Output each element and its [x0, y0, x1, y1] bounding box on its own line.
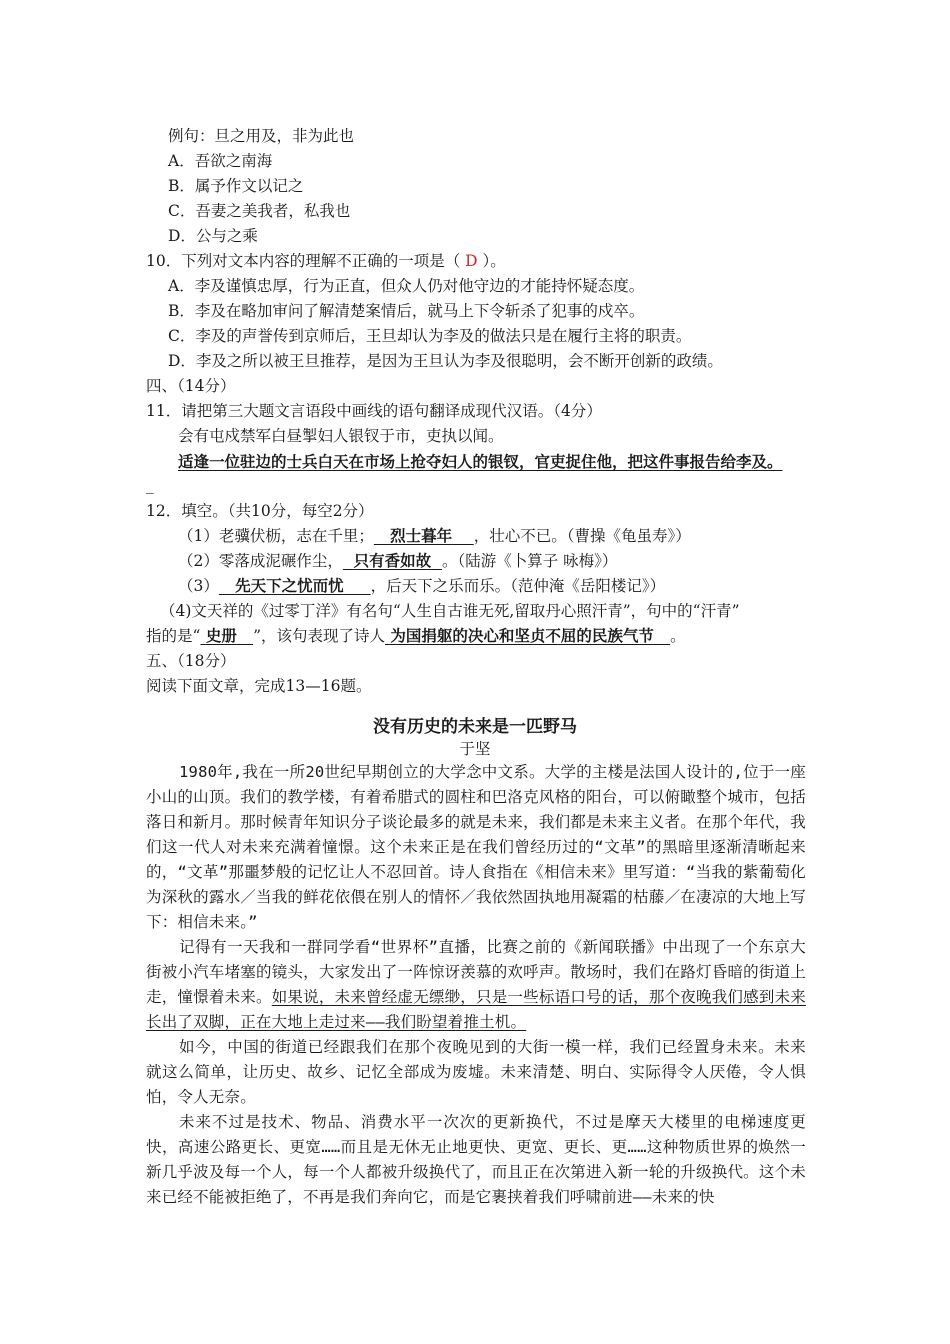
q12-l3-text: （3）: [178, 577, 219, 595]
q10-stem: [146, 250, 506, 272]
q12-l3-answer: [219, 576, 371, 595]
q10-stem-text: 10．下列对文本内容的理解不正确的一项是（: [146, 252, 466, 270]
q10-stem-end: ）。: [477, 252, 506, 270]
q12-l2-answer: [343, 551, 442, 570]
q12-l3-answer-text: 先天下之忧而忧: [235, 576, 344, 595]
q12-line-4: （4)文天祥的《过零丁洋》有名句“人生自古谁无死,留取丹心照汗青”，句中的“汗青”: [160, 602, 740, 620]
q10-option-a: A．李及谨慎忠厚，行为正直，但众人仍对他守边的才能持怀疑态度。: [168, 277, 645, 295]
q10-option-c: C．李及的声誉传到京师后，王旦却认为李及的做法只是在履行主将的职责。: [168, 327, 692, 345]
q11-answer: 适逢一位驻边的士兵白天在市场上抢夺妇人的银钗，官吏捉住他，把这件事报告给李及。: [178, 452, 783, 471]
q9-option-c: C．吾妻之美我者，私我也: [168, 202, 351, 220]
q10-option-b: B．李及在略加审问了解清楚案情后，就马上下令斩杀了犯事的戍卒。: [168, 302, 645, 320]
q12-l2-source: 。（陆游《卜算子 咏梅》）: [441, 552, 618, 570]
q12-line-1: [178, 525, 691, 547]
q11-source: 会有屯戍禁军白昼掣妇人银钗于市，吏执以闻。: [178, 427, 504, 445]
q11-stem: 11．请把第三大题文言语段中画线的语句翻译成现代汉语。（4分）: [146, 402, 602, 420]
q9-option-d: D．公与之乘: [168, 227, 258, 245]
q10-option-d: D．李及之所以被王旦推荐，是因为王旦认为李及很聪明，会不断开创新的政绩。: [168, 352, 723, 370]
q12-l2-text: （2）零落成泥碾作尘，: [178, 552, 343, 570]
q12-stem: 12．填空。（共10分，每空2分）: [146, 502, 374, 520]
q9-option-a: A．吾欲之南海: [168, 152, 273, 170]
q12-line-2: [178, 550, 617, 572]
q12-l5-answer-2-text: 为国捐躯的决心和坚贞不屈的民族气节: [390, 626, 654, 645]
q12-l3-source: ，后天下之乐而乐。（范仲淹《岳阳楼记》）: [370, 577, 666, 595]
q12-l5-answer: [200, 626, 253, 645]
q10-answer: D: [465, 252, 478, 270]
q12-l5-end: 。: [670, 627, 686, 645]
q12-l5-text: 指的是“: [146, 627, 201, 645]
article-paragraph-2: [146, 935, 806, 1035]
section-five-heading: 五、（18分）: [146, 652, 236, 670]
q9-option-b: B．属予作文以记之: [168, 177, 304, 195]
q12-l1-text: （1）老骥伏枥，志在千里；: [178, 527, 374, 545]
article-title: 没有历史的未来是一匹野马: [373, 717, 577, 737]
article-body: [146, 760, 806, 1210]
section-four-heading: 四、（14分）: [146, 377, 236, 395]
paragraph-2-text: 记得有一天我和一群同学看“世界杯”直播，比赛之前的《新闻联播》中出现了一个东京大街被小汽车堵塞的镜头，大家发出了一阵惊讶羡慕的欢呼声。散场时，我们在路灯昏暗的街道上走，憧憬着未来。: [146, 938, 806, 1006]
q12-l1-answer-text: 烈士暮年: [390, 526, 453, 545]
q11-trail: _: [146, 476, 154, 494]
q12-l2-answer-text: 只有香如故: [353, 551, 432, 570]
article-paragraph-1: 1980年,我在一所20世纪早期创立的大学念中文系。大学的主楼是法国人设计的,位于一座小山的山顶。我们的教学楼，有着希腊式的圆柱和巴洛克风格的阳台，可以俯瞰整个城市，包括落日和新月。那时候青年知识分子谈论最多的就是未来，我们都是未来主义者。在那个年代，我们这一代人对未来充满着憧憬。这个未来正是在我们曾经历过的“文革”的黑暗里逐渐清晰起来的，“文革”那噩梦般的记忆让人不忍回首。诗人食指在《相信未来》里写道：“当我的紫葡萄化为深秋的露水／当我的鲜花依偎在别人的情怀／我依然固执地用凝霜的枯藤／在凄凉的大地上写下：相信未来。”: [146, 763, 806, 931]
underlined-sentence: 如果说，未来曾经虚无缥缈，只是一些标语口号的话，那个夜晚我们感到未来长出了双脚，正在大地上走过来——我们盼望着推土机。: [146, 988, 806, 1031]
article-paragraph-4: 未来不过是技术、物品、消费水平一次次的更新换代，不过是摩天大楼里的电梯速度更快，高速公路更长、更宽……而且是无休无止地更快、更宽、更长、更……这种物质世界的焕然一新几乎波及每一个人，每一个人都被升级换代了，而且正在次第进入新一轮的升级换代。这个未来已经不能被拒绝了，不再是我们奔向它，而是它裹挟着我们呼啸前进——未来的快: [146, 1113, 806, 1206]
q9-example: 例句：旦之用及，非为此也: [168, 127, 355, 145]
q12-l5-answer-text: 史册: [205, 626, 237, 645]
q12-l1-source: ，壮心不已。（曹操《龟虽寿》）: [473, 527, 691, 545]
q12-l5-answer-2: [385, 626, 670, 645]
article-author: 于坚: [459, 740, 491, 758]
q12-line-5: [146, 625, 686, 647]
article-paragraph-3: 如今，中国的街道已经跟我们在那个夜晚见到的大街一模一样，我们已经置身未来。未来就这么简单，让历史、故乡、记忆全部成为废墟。未来清楚、明白、实际得令人厌倦，令人惧怕，令人无奈。: [146, 1038, 806, 1106]
section-five-intro: 阅读下面文章，完成13—16题。: [146, 677, 372, 695]
q12-line-3: [178, 575, 665, 597]
q12-l5-middle: ”，该句表现了诗人: [253, 627, 385, 645]
q12-l1-answer: [374, 526, 474, 545]
